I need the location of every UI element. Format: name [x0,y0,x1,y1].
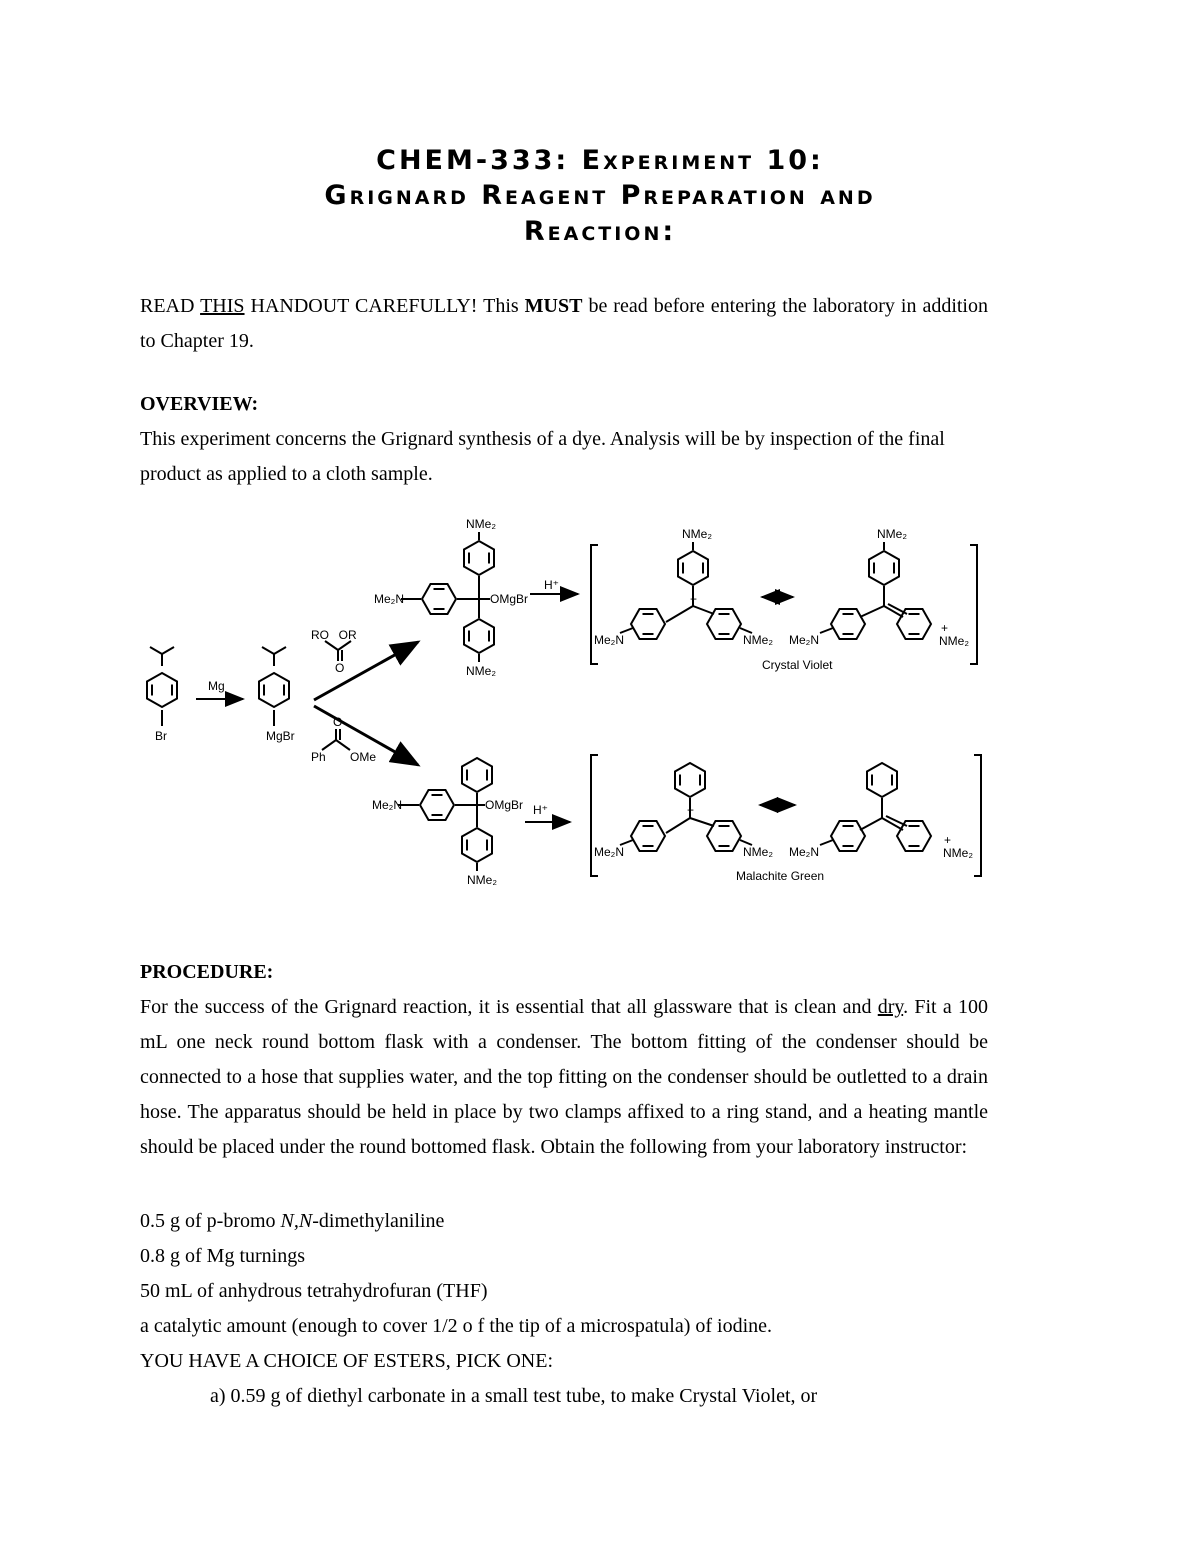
label-cv2-nme2: NMe₂ [877,527,907,541]
label-ester2-o: O [333,715,343,729]
label-cv2-nme2-right: NMe₂ [939,634,969,648]
overview-text: This experiment concerns the Grignard synthesis of a dye. Analysis will be by inspection of the final product as applied to a cloth sample. [140,428,945,485]
material-item-3: 50 mL of anhydrous tetrahydrofuran (THF) [140,1280,488,1302]
title-line-2: Grignard Reagent Preparation and [324,180,876,211]
label-upper-omgbr: OMgBr [490,592,529,606]
label-mg1-nme2: NMe₂ [743,845,773,859]
label-cv2-me2n: Me₂N [789,633,819,647]
overview-heading: OVERVIEW: [140,393,259,415]
material-item-1-italic: N,N [280,1210,313,1232]
label-upper-top-nme2: NMe₂ [466,517,496,531]
intro-must-bold: MUST [524,295,583,317]
reaction-scheme [0,500,1200,900]
intro-read: READ [140,295,201,317]
label-upper-hplus: H⁺ [544,578,559,592]
label-mg1-me2n: Me₂N [594,845,624,859]
label-mg2-nme2: NMe₂ [943,846,973,860]
intro-this-underlined: THIS [200,295,245,317]
label-mg2-plus: + [944,833,952,847]
label-cv1-plus: + [690,592,698,606]
material-item-1 [140,1210,444,1233]
label-cv2-plus: + [941,621,949,635]
material-item-1-b: -dimethylaniline [312,1210,445,1232]
label-mg: Mg [208,679,225,693]
ester-option-a: a) 0.59 g of diethyl carbonate in a small test tube, to make Crystal Violet, or [210,1385,818,1407]
material-item-1-a: 0.5 g of p-bromo [140,1210,281,1232]
label-cv1-me2n: Me₂N [594,633,624,647]
procedure-paragraph [140,990,988,1165]
ester-choice: YOU HAVE A CHOICE OF ESTERS, PICK ONE: [140,1350,554,1372]
label-cv1-nme2-right: NMe₂ [743,633,773,647]
label-lower-hplus: H⁺ [533,803,548,817]
label-ester1: RO OR [311,628,357,642]
material-item-4: a catalytic amount (enough to cover 1/2 o f the tip of a microspatula) of iodine. [140,1315,773,1337]
label-cv1-nme2: NMe₂ [682,527,712,541]
intro-rest: be read before entering the laboratory in addition to Chapter 19. [140,295,988,352]
material-item-2: 0.8 g of Mg turnings [140,1245,305,1267]
label-crystal-violet: Crystal Violet [762,658,833,672]
label-ester2-r: Ph [311,750,326,764]
label-br: Br [155,729,167,743]
label-upper-bottom-nme2: NMe₂ [466,664,496,678]
label-ester1-o: O [335,661,345,675]
label-lower-omgbr: OMgBr [485,798,524,812]
label-mg2-me2n: Me₂N [789,845,819,859]
label-mgbr: MgBr [266,729,295,743]
title-line-3: Reaction: [523,216,677,247]
label-malachite-green: Malachite Green [736,869,825,883]
procedure-text-a: For the success of the Grignard reaction, it is essential that all glassware that is clean and [140,996,878,1018]
procedure-heading: PROCEDURE: [140,961,274,983]
procedure-text-b: . Fit a 100 mL one neck round bottom flask with a condenser. The bottom fitting of the condenser should be connected to a hose that supplies water, and the top fitting on the condenser should be outletted to a drain hose. The apparatus should be held in place by two clamps affixed to a ring stand, and a heating mantle should be placed under the round bottomed flask. Obtain the following from your laboratory instructor: [140,996,988,1158]
label-upper-me2n: Me₂N [374,592,404,606]
procedure-dry-underlined: dry [877,996,904,1018]
label-lower-nme2: NMe₂ [467,873,497,887]
intro-paragraph [140,289,988,359]
label-mg1-plus: + [687,803,695,817]
title-line-1: CHEM-333: Experiment 10: [376,145,824,176]
label-lower-me2n: Me₂N [372,798,402,812]
intro-handout: HANDOUT CAREFULLY! This [244,295,525,317]
label-ester2-ome: OMe [350,750,377,764]
